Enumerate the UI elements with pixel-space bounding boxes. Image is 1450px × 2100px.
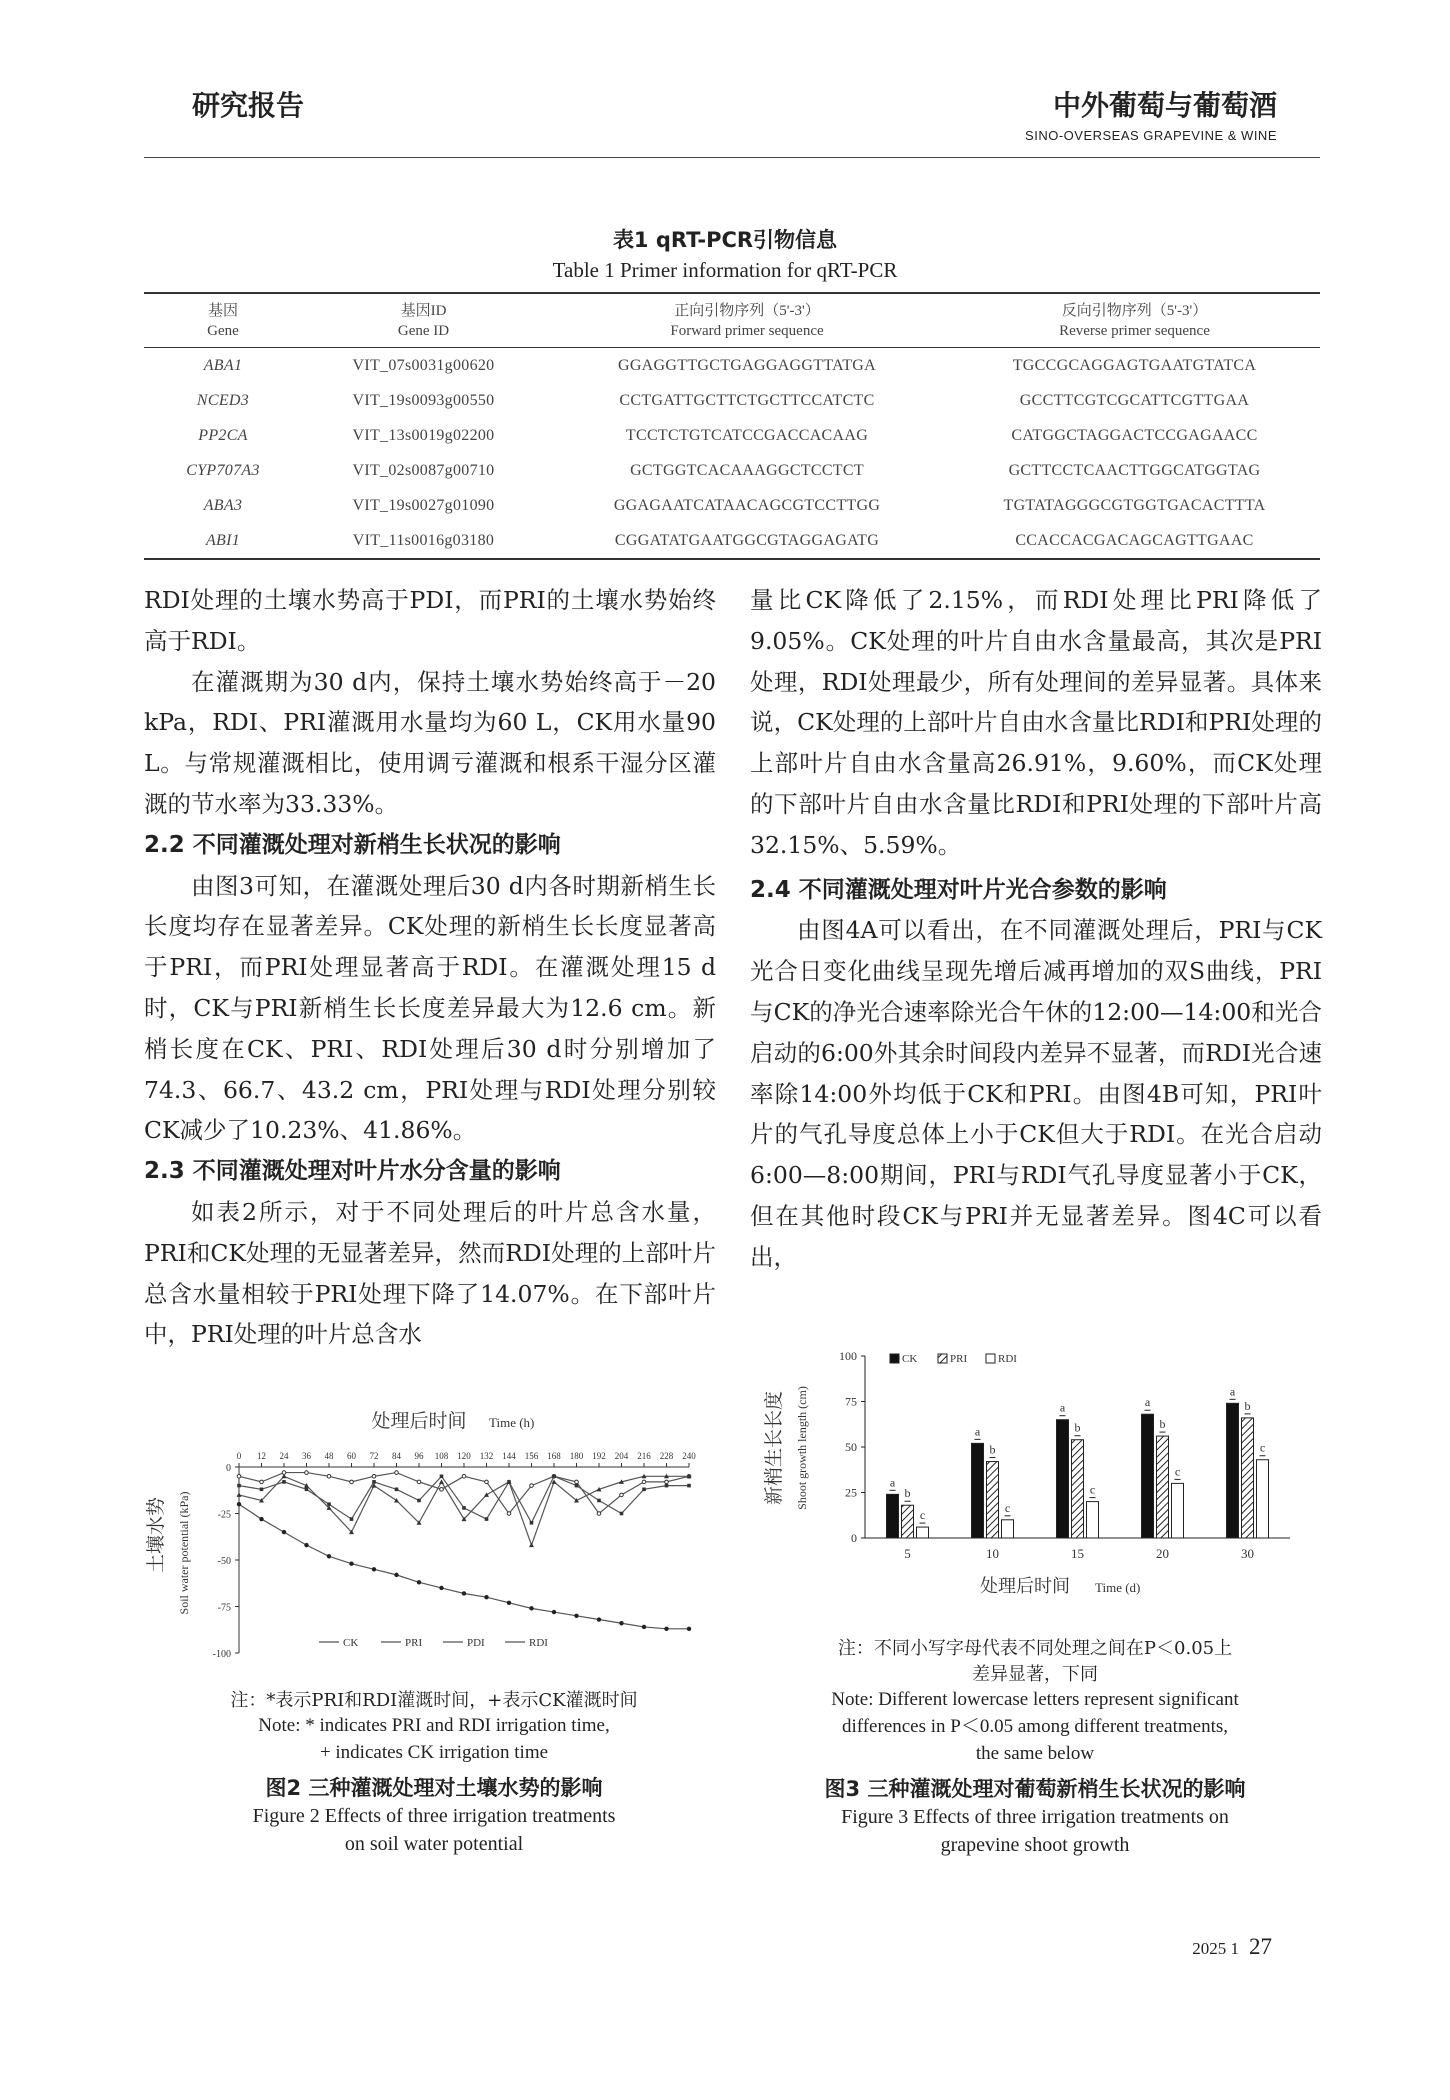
fig3-note-cn-2: 差异显著，下同 <box>972 1664 1098 1685</box>
fig2-legend-label: RDI <box>529 1637 548 1649</box>
table-row: ABA1 VIT_07s0031g00620 GGAGGTTGCTGAGGAGGTTATGA TGCCGCAGGAGTGAATGTATCA <box>203 356 1257 374</box>
primer-table <box>144 292 1320 560</box>
fig2-point <box>260 1480 264 1484</box>
left-column <box>144 580 716 1355</box>
section-heading-2-2: 2.2 不同灌溉处理对新梢生长状况的影响 <box>144 831 561 858</box>
fig3-bar-rdi <box>1002 1520 1014 1538</box>
fig3-sig-letter: a <box>889 1475 896 1490</box>
figure3-chart <box>750 1340 1320 1610</box>
fig3-bar-rdi <box>1172 1483 1184 1538</box>
fig3-sig-letter: c <box>919 1508 926 1523</box>
fig3-sig-letter: b <box>1074 1420 1081 1435</box>
table-row: ABI1 VIT_11s0016g03180 CGGATATGAATGGCGTAGGAGATG CCACCACGACAGCAGTTGAAC <box>144 523 1320 559</box>
fig2-caption-cn: 图2 三种灌溉处理对土壤水势的影响 <box>265 1776 603 1800</box>
section-heading-2-4: 2.4 不同灌溉处理对叶片光合参数的影响 <box>750 876 1167 903</box>
fig3-bar-ck <box>887 1494 899 1538</box>
fig2-point <box>642 1625 646 1629</box>
fig2-point <box>642 1488 646 1492</box>
fig3-y-tick-label: 0 <box>851 1531 857 1545</box>
fig2-point <box>507 1601 511 1605</box>
fig3-y-tick-label: 100 <box>839 1349 857 1363</box>
fig2-point <box>552 1475 556 1479</box>
fig2-note-en-1: Note: * indicates PRI and RDI irrigation time, <box>258 1715 610 1736</box>
fig3-sig-letter: c <box>1259 1440 1266 1455</box>
fig2-point <box>620 1512 624 1516</box>
section-heading-2-3: 2.3 不同灌溉处理对叶片水分含量的影响 <box>144 1158 561 1185</box>
fig2-point <box>350 1517 354 1521</box>
fig2-x-tick-label: 72 <box>369 1451 379 1461</box>
fig3-legend-label: RDI <box>998 1353 1017 1365</box>
table-row: NCED3 VIT_19s0093g00550 CCTGATTGCTTCTGCTTCCATCTC GCCTTCGTCGCATTCGTTGAA <box>196 391 1250 409</box>
fig3-ylabel-en: Shoot growth length (cm) <box>795 1386 809 1510</box>
fig2-x-tick-label: 60 <box>347 1451 356 1461</box>
fig2-x-tick-label: 156 <box>524 1451 539 1461</box>
fig2-point <box>484 1595 488 1599</box>
fig2-caption-en-1: Figure 2 Effects of three irrigation treatments <box>252 1805 616 1827</box>
fig2-point <box>530 1484 534 1488</box>
fig3-sig-letter: c <box>1004 1500 1011 1515</box>
header-gene: 基因 Gene <box>207 303 239 339</box>
fig3-ylabel-cn: 新梢生长长度 <box>764 1390 785 1506</box>
fig3-sig-letter: b <box>1244 1398 1251 1413</box>
fig2-x-tick-label: 132 <box>479 1451 494 1461</box>
fig2-point <box>529 1606 533 1610</box>
fig3-caption-en-1: Figure 3 Effects of three irrigation treatments on <box>841 1806 1229 1828</box>
fig2-point <box>574 1614 578 1618</box>
fig3-note-en-1: Note: Different lowercase letters represent significant <box>831 1689 1239 1710</box>
journal-title: 中外葡萄与葡萄酒 <box>1052 89 1277 122</box>
fig2-x-tick-label: 96 <box>414 1451 424 1461</box>
fig2-point <box>439 1586 443 1590</box>
paragraph: 量比CK降低了2.15%，而RDI处理比PRI降低了9.05%。CK处理的叶片自由水含量最高，其次是PRI处理，RDI处理最少，所有处理间的差异显著。具体来说，CK处理的上部叶片自由水含量比RDI和PRI处理的上部叶片自由水含量高26.91%，9.60%，而CK处理的下部叶片自由水含量比RDI和PRI处理的下部叶片高32.15%、5.59%。 <box>750 586 1322 859</box>
fig3-sig-letter: a <box>1229 1384 1236 1399</box>
table-row: ABA3 VIT_19s0027g01090 GGAGAATCATAACAGCGTCCTTGG TGTATAGGGCGTGGTGACACTTTA <box>203 496 1266 514</box>
fig2-point <box>237 1484 241 1488</box>
fig2-x-tick-label: 144 <box>502 1451 516 1461</box>
fig2-x-tick-label: 192 <box>592 1451 606 1461</box>
journal-section-label: 研究报告 <box>192 89 305 122</box>
fig3-legend-swatch <box>890 1354 899 1363</box>
fig2-point <box>597 1512 601 1516</box>
fig2-legend-label: PRI <box>405 1637 423 1649</box>
fig2-point <box>260 1488 264 1492</box>
fig3-bar-pri <box>1157 1436 1169 1538</box>
fig3-legend-swatch <box>938 1354 947 1363</box>
fig2-point <box>417 1499 421 1503</box>
fig2-point <box>687 1627 691 1631</box>
header-gene-id: 基因ID Gene ID <box>397 303 450 339</box>
fig3-x-tick-label: 20 <box>1156 1546 1169 1561</box>
fig2-point <box>484 1492 489 1497</box>
fig2-point <box>440 1475 444 1479</box>
figure3-caption <box>750 1634 1320 1859</box>
fig3-x-tick-label: 15 <box>1071 1546 1084 1561</box>
fig2-x-tick-label: 48 <box>324 1451 334 1461</box>
journal-subtitle: SINO-OVERSEAS GRAPEVINE & WINE <box>1025 128 1277 143</box>
fig2-x-tick-label: 180 <box>569 1451 584 1461</box>
fig3-y-tick-label: 50 <box>845 1440 857 1454</box>
header-forward-primer: 正向引物序列（5'-3'） Forward primer sequence <box>670 303 824 339</box>
paragraph: 由图3可知，在灌溉处理后30 d内各时期新梢生长长度均存在显著差异。CK处理的新梢生长长度显著高于PRI，而PRI处理显著高于RDI。在灌溉处理15 d时，CK与PRI新梢生长长度差异最大为12.6 cm。新梢长度在CK、PRI、RDI处理后30 d时分别增加了74.3、66.7、43.2 cm，PRI处理与RDI处理分别较CK减少了10.23%、41.86%。 <box>144 871 716 1145</box>
fig3-sig-letter: c <box>1089 1482 1096 1497</box>
fig2-y-tick-label: -25 <box>217 1509 231 1521</box>
fig3-xlabel-en: Time (d) <box>1095 1580 1141 1595</box>
fig2-point <box>462 1475 466 1479</box>
fig2-x-tick-label: 0 <box>236 1451 242 1461</box>
fig2-top-title-en: Time (h) <box>489 1415 535 1430</box>
fig3-bar-pri <box>902 1505 914 1538</box>
fig3-note-cn-1: 注：不同小写字母代表不同处理之间在P＜0.05上 <box>837 1638 1233 1659</box>
fig3-x-tick-label: 5 <box>904 1546 911 1561</box>
fig2-point <box>620 1493 624 1497</box>
fig2-point <box>665 1484 669 1488</box>
fig2-x-tick-label: 204 <box>614 1451 629 1461</box>
fig2-point <box>440 1488 444 1492</box>
fig2-legend-label: CK <box>343 1637 359 1649</box>
fig2-note-en-2: + indicates CK irrigation time <box>319 1742 549 1763</box>
figure2-chart <box>144 1405 724 1665</box>
fig3-sig-letter: b <box>904 1486 911 1501</box>
fig3-bar-ck <box>1227 1403 1239 1538</box>
fig2-point <box>597 1617 601 1621</box>
fig3-x-tick-label: 10 <box>986 1546 999 1561</box>
fig2-point <box>237 1492 242 1497</box>
fig3-xlabel-cn: 处理后时间 <box>980 1576 1070 1596</box>
fig2-point <box>529 1543 534 1548</box>
fig3-legend-swatch <box>986 1354 995 1363</box>
fig2-y-tick-label: -50 <box>217 1556 231 1567</box>
fig2-point <box>237 1502 241 1506</box>
fig2-x-tick-label: 240 <box>682 1451 696 1461</box>
fig2-x-tick-label: 84 <box>392 1451 401 1461</box>
fig3-bar-pri <box>1072 1440 1084 1538</box>
fig2-point <box>417 1580 421 1584</box>
fig2-point <box>304 1543 308 1547</box>
fig3-note-en-2: differences in P＜0.05 among different treatments, <box>841 1716 1229 1737</box>
fig3-legend-label: PRI <box>950 1353 968 1365</box>
header-reverse-primer: 反向引物序列（5'-3'） Reverse primer sequence <box>1059 303 1210 339</box>
table-row: CYP707A3 VIT_02s0087g00710 GCTGGTCACAAAGGCTCCTCT GCTTCCTCAACTTGGCATGGTAG <box>186 461 1261 479</box>
fig3-legend-label: CK <box>902 1353 918 1365</box>
fig2-point <box>372 1475 376 1479</box>
fig2-ylabel-cn: 土壤水势 <box>146 1496 167 1574</box>
table-row: PP2CA VIT_13s0019g02200 TCCTCTGTCATCCGACCACAAG CATGGCTAGGACTCCGAGAACC <box>198 426 1258 444</box>
fig2-point <box>552 1610 556 1614</box>
fig2-point <box>237 1475 241 1479</box>
right-column <box>750 580 1322 1278</box>
fig2-point <box>485 1480 489 1484</box>
fig2-point <box>597 1499 601 1503</box>
fig2-point <box>485 1517 489 1521</box>
fig3-y-tick-label: 25 <box>845 1485 857 1500</box>
fig2-note-cn: 注：*表示PRI和RDI灌溉时间，+表示CK灌溉时间 <box>230 1690 638 1711</box>
fig2-point <box>530 1521 534 1525</box>
table-header-row <box>144 293 1320 348</box>
fig3-caption-cn: 图3 三种灌溉处理对葡萄新梢生长状况的影响 <box>824 1777 1246 1801</box>
fig2-ylabel-en: Soil water potential (kPa) <box>177 1491 191 1615</box>
fig2-y-tick-label: -75 <box>217 1602 231 1614</box>
fig2-point <box>575 1480 579 1484</box>
fig3-sig-letter: a <box>1144 1395 1151 1410</box>
fig2-point <box>395 1488 399 1492</box>
fig2-x-tick-label: 24 <box>279 1451 289 1461</box>
fig2-point <box>349 1562 353 1566</box>
fig2-point <box>282 1474 287 1479</box>
fig3-sig-letter: a <box>974 1424 981 1439</box>
fig3-y-tick-label: 75 <box>845 1394 857 1409</box>
fig2-point <box>305 1471 309 1475</box>
fig2-x-tick-label: 168 <box>547 1451 561 1461</box>
fig2-top-title: 处理后时间 <box>371 1411 467 1432</box>
fig2-point <box>417 1480 421 1484</box>
fig2-point <box>282 1480 286 1484</box>
fig2-x-tick-label: 108 <box>434 1451 449 1461</box>
fig2-y-tick-label: -100 <box>212 1649 231 1660</box>
fig3-x-tick-label: 30 <box>1241 1546 1254 1561</box>
fig2-point <box>350 1480 354 1484</box>
paragraph: 在灌溉期为30 d内，保持土壤水势始终高于－20 kPa，RDI、PRI灌溉用水量均为60 L，CK用水量90 L。与常规灌溉相比，使用调亏灌溉和根系干湿分区灌溉的节水率为33.33%。 <box>144 667 716 818</box>
fig3-caption-en-2: grapevine shoot growth <box>940 1834 1130 1856</box>
fig2-point <box>665 1480 669 1484</box>
fig2-y-tick-label: 0 <box>226 1463 231 1474</box>
fig3-bar-ck <box>972 1443 984 1538</box>
fig2-caption-en-2: on soil water potential <box>344 1833 524 1855</box>
table1-caption-cn: 表1 qRT-PCR引物信息 <box>612 228 838 252</box>
fig3-bar-rdi <box>1087 1502 1099 1538</box>
header-divider <box>144 157 1320 158</box>
fig2-point <box>507 1512 511 1516</box>
fig2-legend-label: PDI <box>467 1637 485 1649</box>
paragraph: 由图4A可以看出，在不同灌溉处理后，PRI与CK光合日变化曲线呈现先增后减再增加的双S曲线，PRI与CK的净光合速率除光合午休的12:00—14:00和光合启动的6:00外其余时间段内差异不显著，而RDI光合速率除14:00外均低于CK和PRI。由图4B可知，PRI叶片的气孔导度总体上小于CK但大于RDI。在光合启动6:00—8:00期间，PRI与RDI气孔导度显著小于CK，但在其他时段CK与PRI并无显著差异。图4C可以看出， <box>750 916 1322 1271</box>
fig2-point <box>327 1554 331 1558</box>
fig2-x-tick-label: 216 <box>637 1451 651 1461</box>
paragraph: RDI处理的土壤水势高于PDI，而PRI的土壤水势始终高于RDI。 <box>144 586 716 655</box>
fig2-point <box>305 1488 309 1492</box>
fig3-bar-rdi <box>1257 1460 1269 1538</box>
fig2-x-tick-label: 120 <box>457 1451 471 1461</box>
fig3-bar-ck <box>1142 1414 1154 1538</box>
fig3-bar-pri <box>1242 1418 1254 1538</box>
fig3-sig-letter: b <box>989 1442 996 1457</box>
issue-label: 2025 1 <box>1192 1939 1239 1958</box>
fig3-bar-rdi <box>917 1527 929 1538</box>
fig2-point <box>282 1530 286 1534</box>
fig3-sig-letter: b <box>1159 1417 1166 1432</box>
page-footer <box>1192 1934 1272 1960</box>
fig2-point <box>259 1517 263 1521</box>
fig2-point <box>619 1621 623 1625</box>
paragraph: 如表2所示，对于不同处理后的叶片总含水量，PRI和CK处理的无显著差异，然而RDI处理的上部叶片总含水量相较于PRI处理下降了14.07%。在下部叶片中，PRI处理的叶片总含水 <box>144 1197 716 1349</box>
fig2-point <box>642 1480 646 1484</box>
fig2-point <box>462 1506 466 1510</box>
fig2-point <box>327 1475 331 1479</box>
fig2-point <box>439 1479 444 1484</box>
figure2-caption <box>144 1686 724 1858</box>
fig3-sig-letter: c <box>1174 1464 1181 1479</box>
fig2-point <box>372 1567 376 1571</box>
fig3-note-en-3: the same below <box>975 1743 1095 1764</box>
fig2-point <box>394 1573 398 1577</box>
fig2-x-tick-label: 228 <box>659 1451 674 1461</box>
page-number: 27 <box>1249 1934 1272 1959</box>
fig3-bar-pri <box>987 1462 999 1538</box>
fig2-x-tick-label: 36 <box>302 1451 311 1461</box>
table1-caption-en: Table 1 Primer information for qRT-PCR <box>552 258 898 282</box>
fig3-sig-letter: a <box>1059 1400 1066 1415</box>
fig2-point <box>575 1484 579 1488</box>
fig3-bar-ck <box>1057 1420 1069 1538</box>
fig2-point <box>664 1627 668 1631</box>
fig2-series-rdi-line <box>239 1504 689 1629</box>
fig2-point <box>395 1471 399 1475</box>
fig2-point <box>462 1591 466 1595</box>
fig2-x-tick-label: 12 <box>257 1451 266 1461</box>
fig2-point <box>687 1484 691 1488</box>
